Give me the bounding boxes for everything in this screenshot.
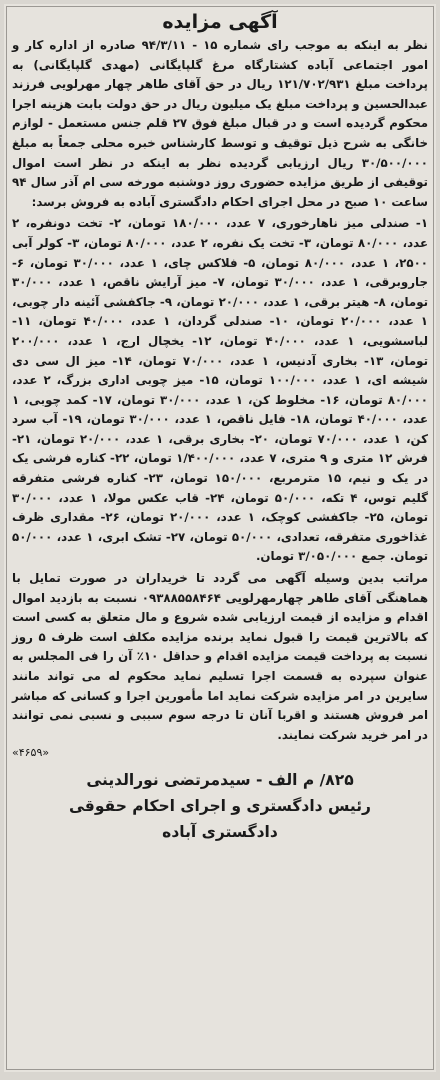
notice-title: آگهی مزایده (162, 11, 278, 33)
signature-ref: ۸۲۵/ م الف - سیدمرتضی نورالدینی (86, 771, 354, 790)
notice-code: «۴۶۵۹» (12, 746, 50, 760)
auction-conditions: مراتب بدین وسیله آگهی می گردد تا خریداران در صورت تمایل با هماهنگی آقای طاهر چهارمهرلویی ۰۹۳۸۸۵۵۸۴۶۴ نسبت به بازدید اموال اقدام و مزایده از قیمت ارزیابی شده شروع و مال متعلق به کسی است که بالاترین قیمت را قبول نماید برنده مزایده مکلف است ظرف ۵ روز نسبت به پرداخت قیمت مزایده اقدام و حداقل ۱۰٪ آن را فی المجلس به عنوان سپرده به قسمت اجرا تسلیم نماید محکوم له می تواند مانند سایرین در امر مزایده شرکت نماید اما مأمورین اجرا و کسانی که مباشر امر فروش هستند و اقربا آنان تا درجه سوم سببی و نسبی نمی توانند در امر خرید شرکت نمایند. (12, 571, 428, 742)
signer-title: رئیس دادگستری و اجرای احکام حقوقی (69, 797, 371, 816)
newspaper-notice (4, 4, 436, 1072)
notice-intro: نظر به اینکه به موجب رای شماره ۱۵ - ۹۴/۳/۱۱ صادره از اداره کار و امور اجتماعی آباده کشتارگاه مرغ گلپایگانی (مهدی گلپایگانی) به پرداخت مبلغ ۱۲۱/۷۰۲/۹۳۱ ریال در حق آقای طاهر چهار مهرلویی فرزند عبدالحسین و پرداخت مبلغ یک میلیون ریال در حق دولت بابت هزینه اجرا محکوم گردیده است و در قبال مبلغ فوق ۲۷ قلم جنس مستعمل - لوازم خانگی به شرح ذیل توقیف و توسط کارشناس خبره محلی جمعاً به مبلغ ۳۰/۵۰۰/۰۰۰ ریال ارزیابی گردیده نظر به اینکه در نظر است اموال توقیفی از طریق مزایده حضوری روز دوشنبه مورخه سی ام آذر سال ۹۴ ساعت ۱۰ صبح در محل اجرای احکام دادگستری آباده به فروش برسد: (12, 38, 428, 209)
items-list: ۱- صندلی میز ناهارخوری، ۷ عدد، ۱۸۰/۰۰۰ تومان، ۲- تخت دونفره، ۲ عدد، ۸۰/۰۰۰ تومان، ۳- تخت یک نفره، ۲ عدد، ۸۰/۰۰۰ تومان، ۳- کولر آبی ۲۵۰۰، ۱ عدد، ۸۰/۰۰۰ تومان، ۵- فلاکس چای، ۱ عدد، ۳۰/۰۰۰ تومان، ۶- جاروبرقی، ۱ عدد، ۳۰/۰۰۰ تومان، ۷- میز آرایش ناقص، ۱ عدد، ۳۰/۰۰۰ تومان، ۸- هیتر برقی، ۱ عدد، ۲۰/۰۰۰ تومان، ۹- جاکفشی آئینه دار چوبی، ۱ عدد، ۲۰/۰۰۰ تومان، ۱۰- صندلی گردان، ۱ عدد، ۴۰/۰۰۰ تومان، ۱۱- لباسشویی، ۱ عدد، ۴۰/۰۰۰ تومان، ۱۲- یخچال ارج، ۱ عدد، ۲۰۰/۰۰۰ تومان، ۱۳- بخاری آدنیس، ۱ عدد، ۷۰/۰۰۰ تومان، ۱۴- میز ال سی دی شیشه ای، ۱ عدد، ۱۰۰/۰۰۰ تومان، ۱۵- میز چوبی اداری بزرگ، ۲ عدد، ۸۰/۰۰۰ تومان، ۱۶- مخلوط کن، ۱ عدد، ۳۰/۰۰۰ تومان، ۱۷- کمد چوبی، ۱ عدد، ۴۰/۰۰۰ تومان، ۱۸- فایل ناقص، ۱ عدد، ۳۰/۰۰۰ تومان، ۱۹- آب سرد کن، ۱ عدد، ۷۰/۰۰۰ تومان، ۲۰- بخاری برقی، ۱ عدد، ۲۰/۰۰۰ تومان، ۲۱- فرش ۱۲ متری و ۹ متری، ۷ عدد، ۱/۴۰۰/۰۰۰ تومان، ۲۲- کناره فرشی یک در یک و نیم، ۱۵ مترمربع، ۱۵۰/۰۰۰ تومان، ۲۳- کناره فرشی متفرقه گلیم توس، ۴ تکه، ۵۰/۰۰۰ تومان، ۲۴- قاب عکس مولا، ۱ عدد، ۳۰/۰۰۰ تومان، ۲۵- جاکفشی کوچک، ۱ عدد، ۲۰/۰۰۰ تومان، ۲۶- مقداری ظرف غذاخوری متفرقه، تعدادی، ۵۰/۰۰۰ تومان، ۲۷- تشک ابری، ۱ عدد، ۵۰/۰۰۰ تومان. جمع ۳/۰۵۰/۰۰۰ تومان. (12, 216, 429, 564)
signer-org: دادگستری آباده (162, 823, 278, 842)
